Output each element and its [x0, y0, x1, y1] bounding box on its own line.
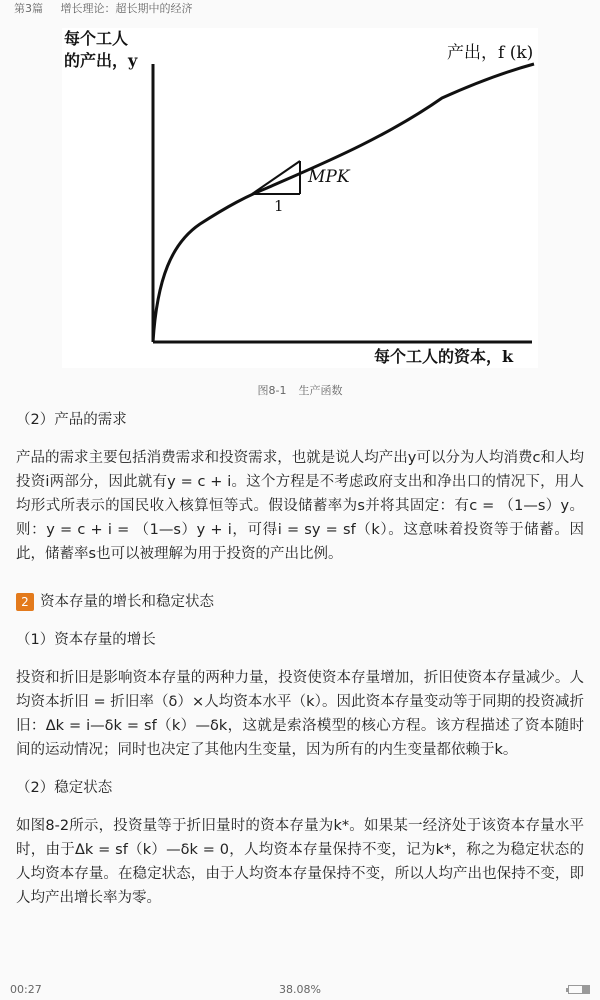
production-curve	[153, 64, 534, 342]
section-subheading-steady: （2）稳定状态	[16, 780, 113, 796]
reading-progress: 38.08%	[279, 983, 321, 996]
chapter-title: 增长理论：超长期中的经济	[60, 2, 193, 15]
battery-fill	[582, 986, 589, 993]
y-axis-label-line2: 的产出，y	[64, 51, 138, 70]
battery-icon	[568, 985, 590, 994]
clock-time: 00:27	[10, 983, 42, 996]
production-function-graph	[62, 28, 538, 368]
run-label: 1	[274, 197, 284, 215]
reader-footer	[0, 980, 600, 1000]
part-label: 第3篇	[14, 2, 43, 15]
production-function-figure	[62, 28, 538, 368]
section-title: 资本存量的增长和稳定状态	[40, 594, 214, 610]
section-heading	[16, 590, 584, 614]
figure-number: 图8-1	[257, 384, 287, 397]
x-axis-label: 每个工人的资本，k	[374, 347, 514, 366]
section-number-badge: 2	[16, 593, 34, 611]
mpk-label: MPK	[308, 167, 350, 187]
figure-caption	[0, 382, 600, 398]
reader-header	[0, 0, 600, 18]
paragraph-demand: 产品的需求主要包括消费需求和投资需求，也就是说人均产出y可以分为人均消费c和人均投资i两部分，因此就有y = c + i。这个方程是不考虑政府支出和净出口的情况下，用人均形式所表示的国民收入核算恒等式。假设储蓄率为s并将其固定：有c = （1—s）y。则：y = c + i = （1—s）y + i，可得i = sy = sf（k）。这意味着投资等于储蓄。因此，储蓄率s也可以被理解为用于投资的产出比例。	[16, 450, 584, 562]
page-content	[16, 408, 584, 910]
section-subheading-demand: （2）产品的需求	[16, 412, 127, 428]
section-subheading-growth: （1）资本存量的增长	[16, 632, 156, 648]
paragraph-steady: 如图8-2所示，投资量等于折旧量时的资本存量为k*。如果某一经济处于该资本存量水平时，由于Δk = sf（k）—δk = 0，人均资本存量保持不变，记为k*，称之为稳定状态的人均资本存量。在稳定状态，由于人均资本存量保持不变，所以人均产出也保持不变，即人均产出增长率为零。	[16, 818, 584, 906]
figure-title: 生产函数	[298, 384, 343, 397]
paragraph-growth: 投资和折旧是影响资本存量的两种力量，投资使资本存量增加，折旧使资本存量减少。人均资本折旧 = 折旧率（δ）×人均资本水平（k）。因此资本存量变动等于同期的投资减折旧：Δk = i—δk = sf（k）—δk，这就是索洛模型的核心方程。该方程描述了资本随时间的运动情况；同时也决定了其他内生变量，因为所有的内生变量都依赖于k。	[16, 670, 584, 758]
curve-label: 产出，f (k)	[447, 43, 534, 63]
y-axis-label-line1: 每个工人	[64, 29, 129, 48]
